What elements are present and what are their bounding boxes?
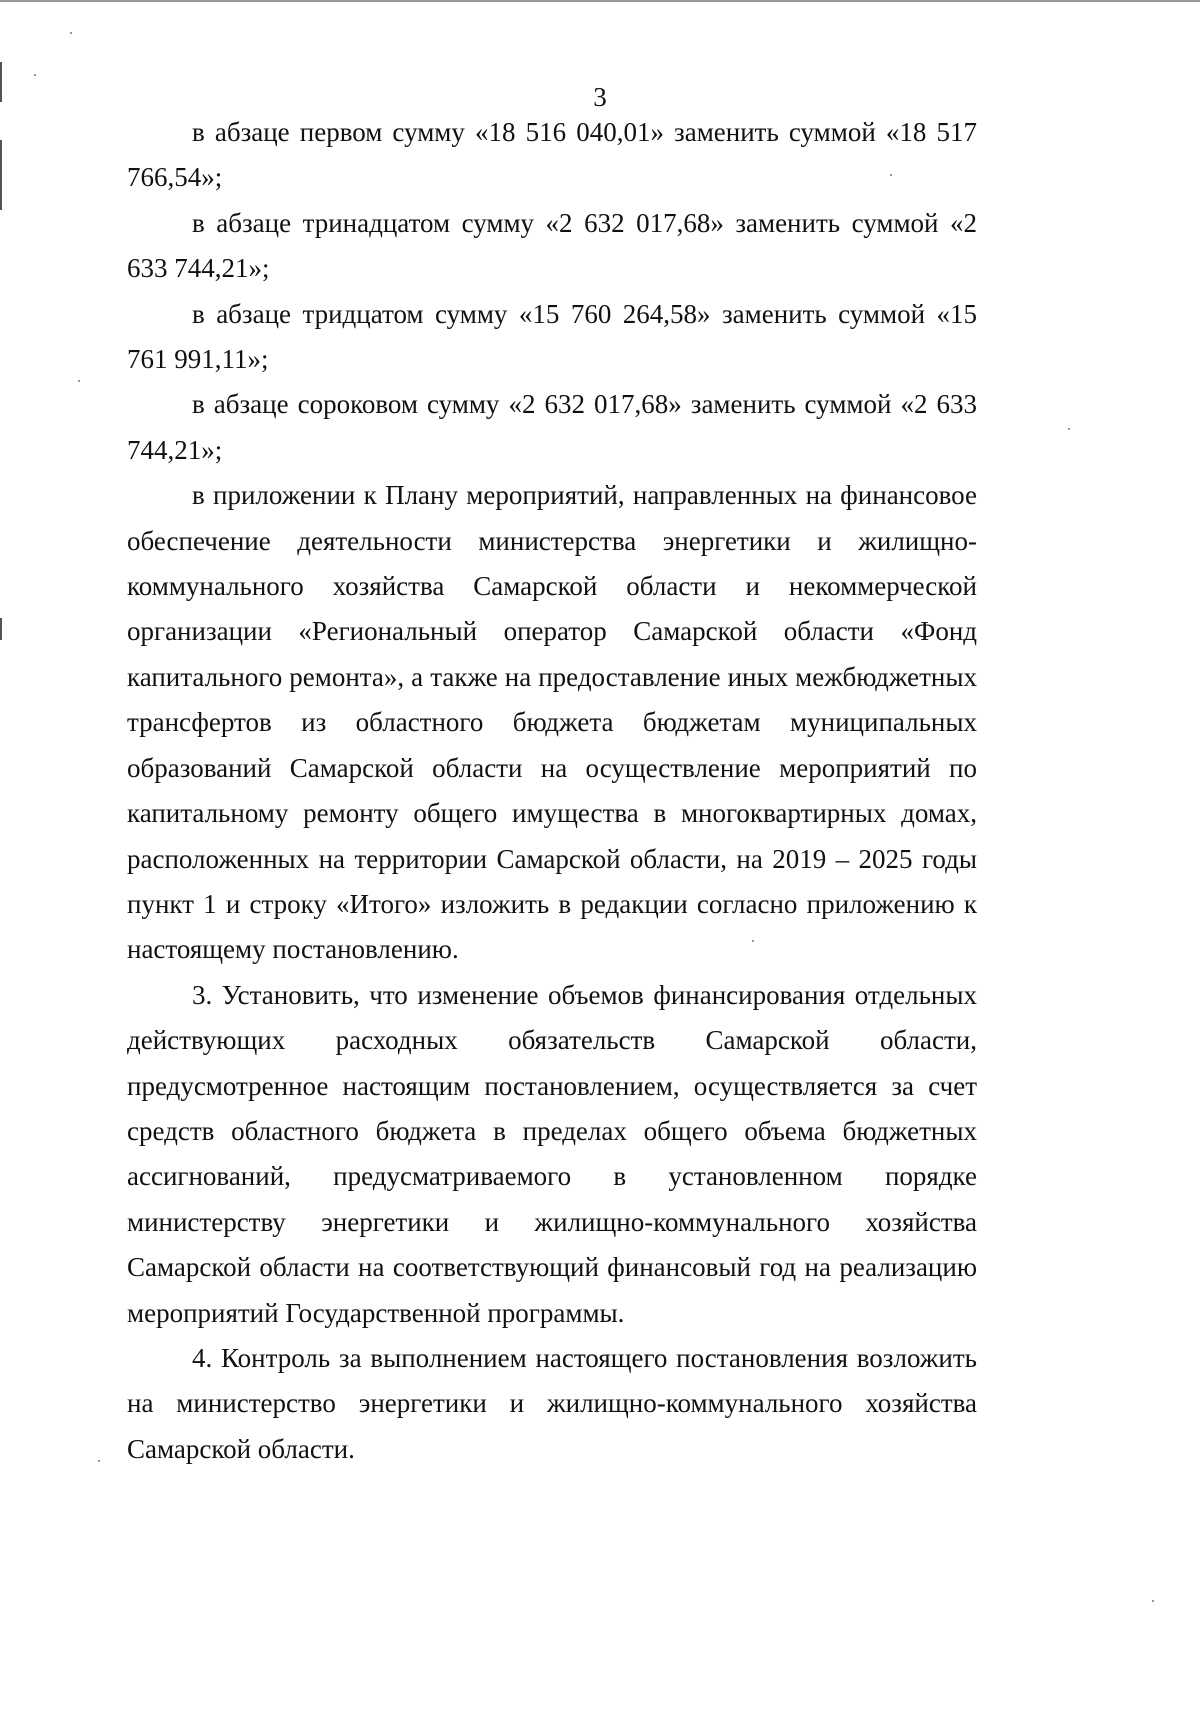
paragraph-item-4: 4. Контроль за выполнением настоящего постановления возложить на министерство энергетики и жилищно-коммунального хозяйства Самарской области.: [127, 1342, 977, 1464]
scan-left-mark: [0, 140, 2, 210]
paragraph-amount-fortieth: в абзаце сороковом сумму «2 632 017,68» заменить суммой «2 633 744,21»;: [127, 389, 977, 465]
paragraph-item-3: 3. Установить, что изменение объемов финансирования отдельных действующих расходных обязательств Самарской области, предусмотренное настоящим постановлением, осуществляется за счет средств областного бюджета в пределах общего объема бюджетных ассигнований, предусматриваемого в установленном порядке министерству энергетики и жилищно-коммунального хозяйства Самарской области на соответствующий финансовый год на реализацию мероприятий Государственной программы.: [127, 979, 977, 1328]
scan-speck: [1152, 1600, 1154, 1602]
scan-speck: [78, 380, 80, 382]
page-number: 3: [593, 82, 607, 112]
scan-speck: [70, 32, 72, 34]
scan-left-mark: [0, 618, 2, 640]
scan-speck: [98, 1460, 100, 1462]
paragraph-amount-first: в абзаце первом сумму «18 516 040,01» заменить суммой «18 517 766,54»;: [127, 117, 977, 193]
paragraph-amount-thirteenth: в абзаце тринадцатом сумму «2 632 017,68» заменить суммой «2 633 744,21»;: [127, 207, 977, 284]
paragraph-appendix-plan: в приложении к Плану мероприятий, направленных на финансовое обеспечение деятельности министерства энергетики и жилищно-коммунального хозяйства Самарской области и некоммерческой организации «Региональный оператор Самарской области «Фонд капитального ремонта», а также на предоставление иных межбюджетных трансфертов из областного бюджета бюджетам муниципальных образований Самарской области на осуществление мероприятий по капитальному ремонту общего имущества в многоквартирных домах, расположенных на территории Самарской области, на 2019 – 2025 годы пункт 1 и строку «Итого» изложить в редакции согласно приложению к настоящему постановлению.: [127, 480, 977, 965]
scan-speck: [34, 74, 36, 76]
paragraph-amount-thirtieth: в абзаце тридцатом сумму «15 760 264,58» заменить суммой «15 761 991,11»;: [127, 298, 977, 375]
scan-speck: [1068, 428, 1070, 430]
document-body: [127, 110, 977, 1472]
scan-top-edge: [0, 0, 1200, 2]
